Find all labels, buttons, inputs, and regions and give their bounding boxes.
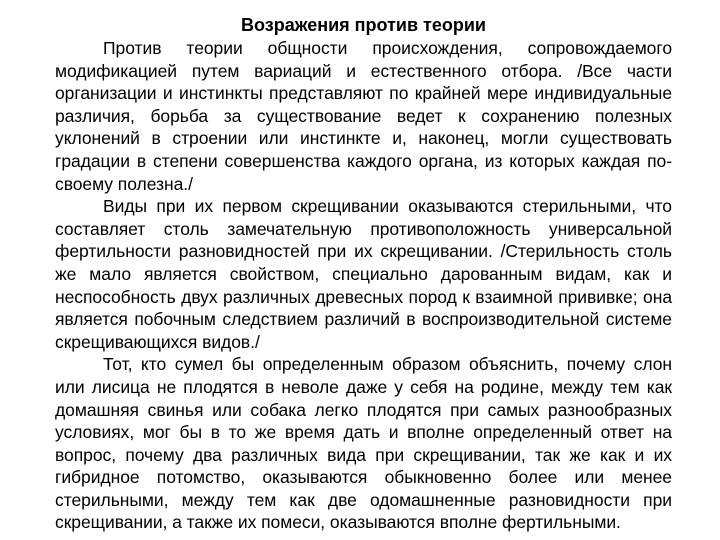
- paragraph-species-sterility: Виды при их первом скрещивании оказываются стерильными, что составляет столь замечательную противоположность универсальной фертильности разновидностей при их скрещивании. /Стерильность столь же мало является свойством, специально дарованным видам, как и неспособность двух различных древесных пород к взаимной прививке; она является побочным следствием различий в воспроизводительной системе скрещивающихся видов./: [55, 196, 672, 352]
- paragraph-origin-objection: Против теории общности происхождения, сопровождаемого модификацией путем вариаций и естественного отбора. /Все части организации и инстинкты представляют по крайней мере индивидуальные различия, борьба за существование ведет к сохранению полезных уклонений в строении или инстинкте и, наконец, могли существовать градации в степени совершенства каждого органа, из которых каждая по-своему полезна./: [55, 38, 672, 194]
- slide-title: Возражения против теории: [241, 15, 486, 35]
- paragraph-captivity-breeding: Тот, кто сумел бы определенным образом объяснить, почему слон или лисица не плодятся в неволе даже у себя на родине, между тем как домашняя свинья или собака легко плодятся при самых разнообразных условиях, мог бы в то же время дать и вполне определенный ответ на вопрос, почему два различных вида при скрещивании, так же как и их гибридное потомство, оказываются обыкновенно более или менее стерильными, между тем как две одомашненные разновидности при скрещивании, а также их помеси, оказываются вполне фертильными.: [55, 354, 672, 533]
